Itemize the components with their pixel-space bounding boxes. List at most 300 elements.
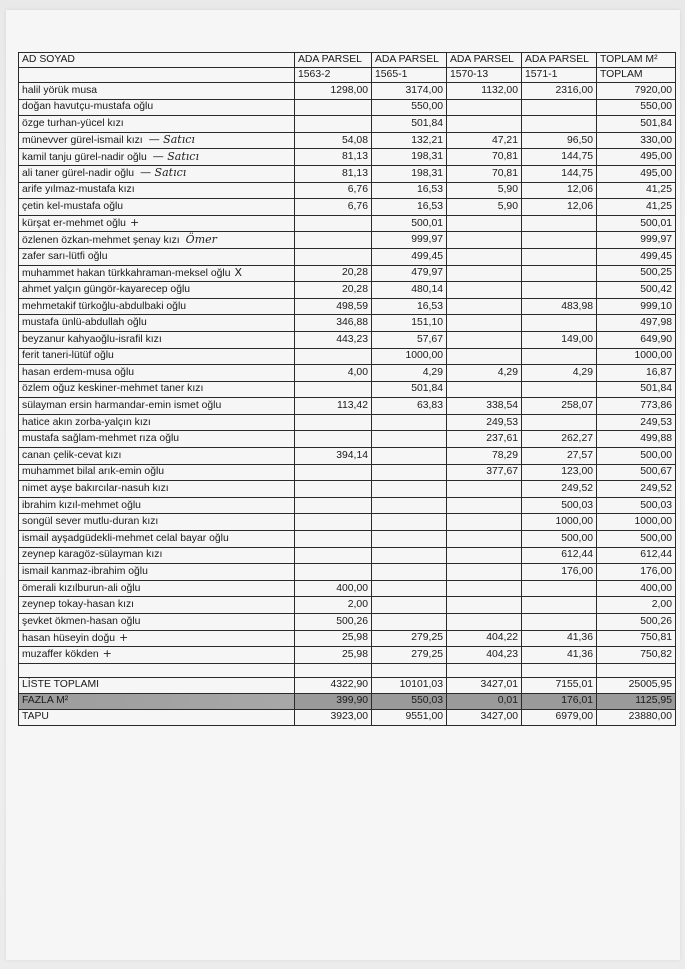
- area-cell: 70,81: [447, 165, 522, 182]
- table-row: [19, 497, 676, 514]
- owner-name-cell: [19, 531, 295, 548]
- area-cell: 249,53: [447, 414, 522, 431]
- owner-name-cell: [19, 414, 295, 431]
- area-cell: 1000,00: [522, 514, 597, 531]
- total-value-cell: 25005,95: [597, 677, 676, 693]
- total-value-cell: 1125,95: [597, 693, 676, 709]
- table-row: [19, 232, 676, 249]
- area-cell: [447, 348, 522, 365]
- area-cell: 443,23: [295, 331, 372, 348]
- area-cell: [295, 215, 372, 232]
- owner-name: nimet ayşe bakırcılar-nasuh kızı: [22, 483, 169, 495]
- owner-name: münevver gürel-ismail kızı: [22, 135, 143, 147]
- area-cell: [447, 215, 522, 232]
- owner-name: zafer sarı-lütfi oğlu: [22, 250, 108, 262]
- area-cell: [447, 564, 522, 581]
- area-cell: [295, 464, 372, 481]
- owner-name: muhammet hakan türkkahraman-meksel oğlu: [22, 267, 231, 279]
- table-row: [19, 182, 676, 199]
- area-cell: [447, 298, 522, 315]
- area-cell: [522, 248, 597, 265]
- handwritten-note: +: [102, 647, 112, 661]
- area-cell: 176,00: [522, 564, 597, 581]
- table-row: [19, 282, 676, 299]
- owner-name: halil yörük musa: [22, 84, 98, 96]
- area-cell: 279,25: [372, 647, 447, 664]
- area-cell: 176,00: [597, 564, 676, 581]
- total-value-cell: 3427,01: [447, 677, 522, 693]
- owner-name: hasan erdem-musa oğlu: [22, 366, 135, 378]
- owner-name: özge turhan-yücel kızı: [22, 117, 124, 129]
- area-cell: [522, 232, 597, 249]
- area-cell: [447, 248, 522, 265]
- area-cell: 500,01: [597, 215, 676, 232]
- area-cell: 113,42: [295, 398, 372, 415]
- table-row: [19, 481, 676, 498]
- area-cell: 16,87: [597, 365, 676, 382]
- table-row: [19, 99, 676, 116]
- owner-name: kürşat er-mehmet oğlu: [22, 218, 126, 230]
- owner-name-cell: [19, 116, 295, 133]
- area-cell: 1000,00: [597, 348, 676, 365]
- header-parcel-cell: ADA PARSEL: [295, 53, 372, 68]
- area-cell: 3174,00: [372, 83, 447, 100]
- table-row: [19, 298, 676, 315]
- area-cell: 500,00: [597, 531, 676, 548]
- handwritten-note: +: [119, 630, 129, 644]
- area-cell: 262,27: [522, 431, 597, 448]
- area-cell: 81,13: [295, 165, 372, 182]
- owner-name-cell: [19, 132, 295, 149]
- total-value-cell: 9551,00: [372, 709, 447, 725]
- table-row: [19, 630, 676, 647]
- area-cell: 500,03: [597, 497, 676, 514]
- owner-name: kamil tanju gürel-nadir oğlu: [22, 151, 147, 163]
- area-cell: [372, 414, 447, 431]
- area-cell: 27,57: [522, 448, 597, 465]
- area-cell: 5,90: [447, 199, 522, 216]
- owner-name: doğan havutçu-mustafa oğlu: [22, 101, 154, 113]
- area-cell: 400,00: [597, 580, 676, 597]
- area-cell: [522, 381, 597, 398]
- header-parcel-id-cell: 1563-2: [295, 68, 372, 83]
- area-cell: [447, 514, 522, 531]
- area-cell: [372, 514, 447, 531]
- area-cell: 144,75: [522, 165, 597, 182]
- area-cell: 7920,00: [597, 83, 676, 100]
- owner-name: ismail ayşadgüdekli-mehmet celal bayar oğlu: [22, 532, 229, 544]
- area-cell: 500,01: [372, 215, 447, 232]
- area-cell: 4,29: [447, 365, 522, 382]
- area-cell: [372, 580, 447, 597]
- owner-name: özlem oğuz keskiner-mehmet taner kızı: [22, 383, 204, 395]
- area-cell: 999,10: [597, 298, 676, 315]
- area-cell: [447, 99, 522, 116]
- area-cell: 149,00: [522, 331, 597, 348]
- owner-name-cell: [19, 547, 295, 564]
- owner-name-cell: [19, 199, 295, 216]
- table-row: [19, 83, 676, 100]
- table-row: [19, 116, 676, 133]
- owner-name-cell: [19, 597, 295, 614]
- owner-name-cell: [19, 331, 295, 348]
- area-cell: [447, 547, 522, 564]
- area-cell: 70,81: [447, 149, 522, 166]
- total-value-cell: 176,01: [522, 693, 597, 709]
- area-cell: 500,26: [597, 614, 676, 631]
- owner-name-cell: [19, 265, 295, 282]
- area-cell: 501,84: [372, 381, 447, 398]
- area-cell: [295, 514, 372, 531]
- area-cell: 394,14: [295, 448, 372, 465]
- area-cell: [447, 315, 522, 332]
- area-cell: [447, 580, 522, 597]
- header-parcel-cell: TOPLAM M²: [597, 53, 676, 68]
- area-cell: [372, 481, 447, 498]
- owner-name: ömerali kızılburun-ali oğlu: [22, 582, 141, 594]
- area-cell: [372, 431, 447, 448]
- owner-name: muzaffer kökden: [22, 649, 99, 661]
- area-cell: 1000,00: [597, 514, 676, 531]
- header-parcel-cell: ADA PARSEL: [522, 53, 597, 68]
- parcel-ownership-table: [18, 52, 676, 726]
- area-cell: [372, 497, 447, 514]
- area-cell: 123,00: [522, 464, 597, 481]
- owner-name: ahmet yalçın güngör-kayarecep oğlu: [22, 283, 191, 295]
- area-cell: 479,97: [372, 265, 447, 282]
- area-cell: 96,50: [522, 132, 597, 149]
- area-cell: 132,21: [372, 132, 447, 149]
- owner-name-cell: [19, 448, 295, 465]
- spacer-cell: [597, 663, 676, 677]
- area-cell: [372, 564, 447, 581]
- owner-name-cell: [19, 647, 295, 664]
- scanned-page: [6, 10, 680, 960]
- area-cell: 41,36: [522, 630, 597, 647]
- owner-name-cell: [19, 99, 295, 116]
- area-cell: [295, 414, 372, 431]
- area-cell: 500,26: [295, 614, 372, 631]
- owner-name-cell: [19, 580, 295, 597]
- area-cell: 54,08: [295, 132, 372, 149]
- table-row: [19, 414, 676, 431]
- area-cell: [447, 481, 522, 498]
- handwritten-note: — Satıcı: [148, 133, 195, 147]
- table-row: [19, 248, 676, 265]
- table-row: [19, 149, 676, 166]
- area-cell: 773,86: [597, 398, 676, 415]
- header-blank-cell: [19, 68, 295, 83]
- area-cell: 500,25: [597, 265, 676, 282]
- table-row: [19, 199, 676, 216]
- owner-name-cell: [19, 149, 295, 166]
- area-cell: 498,59: [295, 298, 372, 315]
- owner-name-cell: [19, 365, 295, 382]
- area-cell: 2,00: [295, 597, 372, 614]
- spacer-cell: [19, 663, 295, 677]
- total-value-cell: 7155,01: [522, 677, 597, 693]
- area-cell: 20,28: [295, 265, 372, 282]
- area-cell: 377,67: [447, 464, 522, 481]
- area-cell: 501,84: [597, 116, 676, 133]
- owner-name-cell: [19, 215, 295, 232]
- owner-name-cell: [19, 165, 295, 182]
- owner-name: hasan hüseyin doğu: [22, 632, 116, 644]
- owner-name: özlenen özkan-mehmet şenay kızı: [22, 234, 180, 246]
- total-label-cell: LİSTE TOPLAMI: [19, 677, 295, 693]
- area-cell: 16,53: [372, 182, 447, 199]
- total-value-cell: 4322,90: [295, 677, 372, 693]
- area-cell: [447, 265, 522, 282]
- owner-name: ferit taneri-lütüf oğlu: [22, 350, 114, 362]
- owner-name-cell: [19, 514, 295, 531]
- table-row: [19, 215, 676, 232]
- header-parcel-id-cell: 1565-1: [372, 68, 447, 83]
- owner-name-cell: [19, 248, 295, 265]
- area-cell: [372, 597, 447, 614]
- area-cell: [522, 597, 597, 614]
- handwritten-note: +: [129, 216, 140, 230]
- total-label-cell: FAZLA M²: [19, 693, 295, 709]
- owner-name-cell: [19, 315, 295, 332]
- area-cell: 404,23: [447, 647, 522, 664]
- area-cell: 25,98: [295, 647, 372, 664]
- area-cell: 41,25: [597, 199, 676, 216]
- spacer-cell: [522, 663, 597, 677]
- owner-name: hatice akın zorba-yalçın kızı: [22, 416, 151, 428]
- owner-name-cell: [19, 232, 295, 249]
- total-value-cell: 10101,03: [372, 677, 447, 693]
- area-cell: [522, 414, 597, 431]
- owner-name-cell: [19, 497, 295, 514]
- table-row: [19, 547, 676, 564]
- area-cell: 480,14: [372, 282, 447, 299]
- area-cell: 41,25: [597, 182, 676, 199]
- area-cell: 198,31: [372, 165, 447, 182]
- area-cell: 6,76: [295, 182, 372, 199]
- total-value-cell: 3427,00: [447, 709, 522, 725]
- owner-name: çetin kel-mustafa oğlu: [22, 200, 124, 212]
- table-row: [19, 315, 676, 332]
- area-cell: 198,31: [372, 149, 447, 166]
- area-cell: [372, 448, 447, 465]
- owner-name-cell: [19, 348, 295, 365]
- owner-name: sülayman ersin harmandar-emin ismet oğlu: [22, 400, 222, 412]
- header-parcel-cell: ADA PARSEL: [372, 53, 447, 68]
- table-row: [19, 647, 676, 664]
- total-value-cell: 399,90: [295, 693, 372, 709]
- area-cell: 2,00: [597, 597, 676, 614]
- area-cell: 612,44: [597, 547, 676, 564]
- table-row: [19, 365, 676, 382]
- area-cell: 330,00: [597, 132, 676, 149]
- area-cell: [522, 116, 597, 133]
- area-cell: 400,00: [295, 580, 372, 597]
- area-cell: 237,61: [447, 431, 522, 448]
- table-row: [19, 265, 676, 282]
- area-cell: 338,54: [447, 398, 522, 415]
- area-cell: 999,97: [372, 232, 447, 249]
- area-cell: 500,00: [597, 448, 676, 465]
- title-deed-row: [19, 709, 676, 725]
- area-cell: 57,67: [372, 331, 447, 348]
- owner-name: şevket ökmen-hasan oğlu: [22, 615, 141, 627]
- area-cell: 16,53: [372, 298, 447, 315]
- owner-name: mustafa sağlam-mehmet rıza oğlu: [22, 433, 180, 445]
- owner-name-cell: [19, 614, 295, 631]
- area-cell: 4,29: [372, 365, 447, 382]
- area-cell: 500,67: [597, 464, 676, 481]
- area-cell: 6,76: [295, 199, 372, 216]
- header-parcel-id-cell: TOPLAM: [597, 68, 676, 83]
- area-cell: 1132,00: [447, 83, 522, 100]
- area-cell: [447, 497, 522, 514]
- table-row: [19, 580, 676, 597]
- owner-name-cell: [19, 431, 295, 448]
- area-cell: 499,45: [372, 248, 447, 265]
- area-cell: 483,98: [522, 298, 597, 315]
- owner-name-cell: [19, 182, 295, 199]
- area-cell: 2316,00: [522, 83, 597, 100]
- owner-name-cell: [19, 398, 295, 415]
- header-parcel-cell: ADA PARSEL: [447, 53, 522, 68]
- area-cell: 151,10: [372, 315, 447, 332]
- area-cell: 12,06: [522, 199, 597, 216]
- table-row: [19, 464, 676, 481]
- total-value-cell: 6979,00: [522, 709, 597, 725]
- area-cell: [447, 614, 522, 631]
- spacer-row: [19, 663, 676, 677]
- area-cell: [372, 614, 447, 631]
- area-cell: 750,82: [597, 647, 676, 664]
- area-cell: 612,44: [522, 547, 597, 564]
- table-row: [19, 381, 676, 398]
- area-cell: 4,00: [295, 365, 372, 382]
- owner-name: mehmetakif türkoğlu-abdulbaki oğlu: [22, 300, 187, 312]
- owner-name: ali taner gürel-nadir oğlu: [22, 168, 135, 180]
- total-value-cell: 0,01: [447, 693, 522, 709]
- spacer-cell: [447, 663, 522, 677]
- owner-name: mustafa ünlü-abdullah oğlu: [22, 317, 147, 329]
- area-cell: [447, 282, 522, 299]
- area-cell: 63,83: [372, 398, 447, 415]
- header-name-cell: AD SOYAD: [19, 53, 295, 68]
- area-cell: [295, 531, 372, 548]
- list-total-row: [19, 677, 676, 693]
- table-row: [19, 448, 676, 465]
- area-cell: 25,98: [295, 630, 372, 647]
- area-cell: 78,29: [447, 448, 522, 465]
- area-cell: 649,90: [597, 331, 676, 348]
- area-cell: [295, 547, 372, 564]
- owner-name: ismail kanmaz-ibrahim oğlu: [22, 566, 148, 578]
- header-row: [19, 53, 676, 68]
- area-cell: [372, 547, 447, 564]
- area-cell: [522, 614, 597, 631]
- table-row: [19, 165, 676, 182]
- spacer-cell: [372, 663, 447, 677]
- area-cell: [447, 597, 522, 614]
- area-cell: 81,13: [295, 149, 372, 166]
- owner-name: zeynep karagöz-sülayman kızı: [22, 549, 163, 561]
- area-cell: 1298,00: [295, 83, 372, 100]
- handwritten-note: — Satıcı: [152, 149, 199, 163]
- area-cell: 5,90: [447, 182, 522, 199]
- area-cell: 500,42: [597, 282, 676, 299]
- header-parcel-id-cell: 1571-1: [522, 68, 597, 83]
- total-value-cell: 23880,00: [597, 709, 676, 725]
- owner-name: muhammet bilal arık-emin oğlu: [22, 466, 165, 478]
- area-cell: [447, 116, 522, 133]
- area-cell: [295, 248, 372, 265]
- handwritten-note: X: [234, 265, 243, 279]
- area-cell: 4,29: [522, 365, 597, 382]
- area-cell: 20,28: [295, 282, 372, 299]
- area-cell: 750,81: [597, 630, 676, 647]
- table-row: [19, 564, 676, 581]
- table-row: [19, 431, 676, 448]
- area-cell: 497,98: [597, 315, 676, 332]
- area-cell: 501,84: [372, 116, 447, 133]
- area-cell: 501,84: [597, 381, 676, 398]
- area-cell: 404,22: [447, 630, 522, 647]
- area-cell: [447, 331, 522, 348]
- area-cell: [372, 531, 447, 548]
- owner-name-cell: [19, 481, 295, 498]
- area-cell: 999,97: [597, 232, 676, 249]
- area-cell: [295, 497, 372, 514]
- owner-name-cell: [19, 298, 295, 315]
- total-label-cell: TAPU: [19, 709, 295, 725]
- header-parcel-id-cell: 1570-13: [447, 68, 522, 83]
- table-row: [19, 531, 676, 548]
- area-cell: [447, 232, 522, 249]
- area-cell: 495,00: [597, 149, 676, 166]
- owner-name-cell: [19, 464, 295, 481]
- owner-name: songül sever mutlu-duran kızı: [22, 516, 159, 528]
- area-cell: 144,75: [522, 149, 597, 166]
- owner-name: beyzanur kahyaoğlu-israfil kızı: [22, 333, 162, 345]
- area-cell: 249,53: [597, 414, 676, 431]
- area-cell: [522, 580, 597, 597]
- area-cell: [372, 464, 447, 481]
- area-cell: 550,00: [372, 99, 447, 116]
- area-cell: [295, 99, 372, 116]
- area-cell: 346,88: [295, 315, 372, 332]
- area-cell: 279,25: [372, 630, 447, 647]
- owner-name: arife yılmaz-mustafa kızı: [22, 184, 135, 196]
- area-cell: 550,00: [597, 99, 676, 116]
- total-value-cell: 3923,00: [295, 709, 372, 725]
- area-cell: 47,21: [447, 132, 522, 149]
- area-cell: 500,00: [522, 531, 597, 548]
- owner-name: canan çelik-cevat kızı: [22, 449, 122, 461]
- table-row: [19, 331, 676, 348]
- area-cell: [522, 348, 597, 365]
- area-cell: [522, 99, 597, 116]
- area-cell: 249,52: [597, 481, 676, 498]
- area-cell: [295, 381, 372, 398]
- area-cell: [522, 265, 597, 282]
- area-cell: [522, 315, 597, 332]
- owner-name-cell: [19, 381, 295, 398]
- handwritten-note: — Satıcı: [140, 166, 187, 180]
- table-row: [19, 348, 676, 365]
- handwritten-note: Ömer: [185, 232, 217, 246]
- area-cell: 249,52: [522, 481, 597, 498]
- area-cell: [447, 531, 522, 548]
- table-row: [19, 398, 676, 415]
